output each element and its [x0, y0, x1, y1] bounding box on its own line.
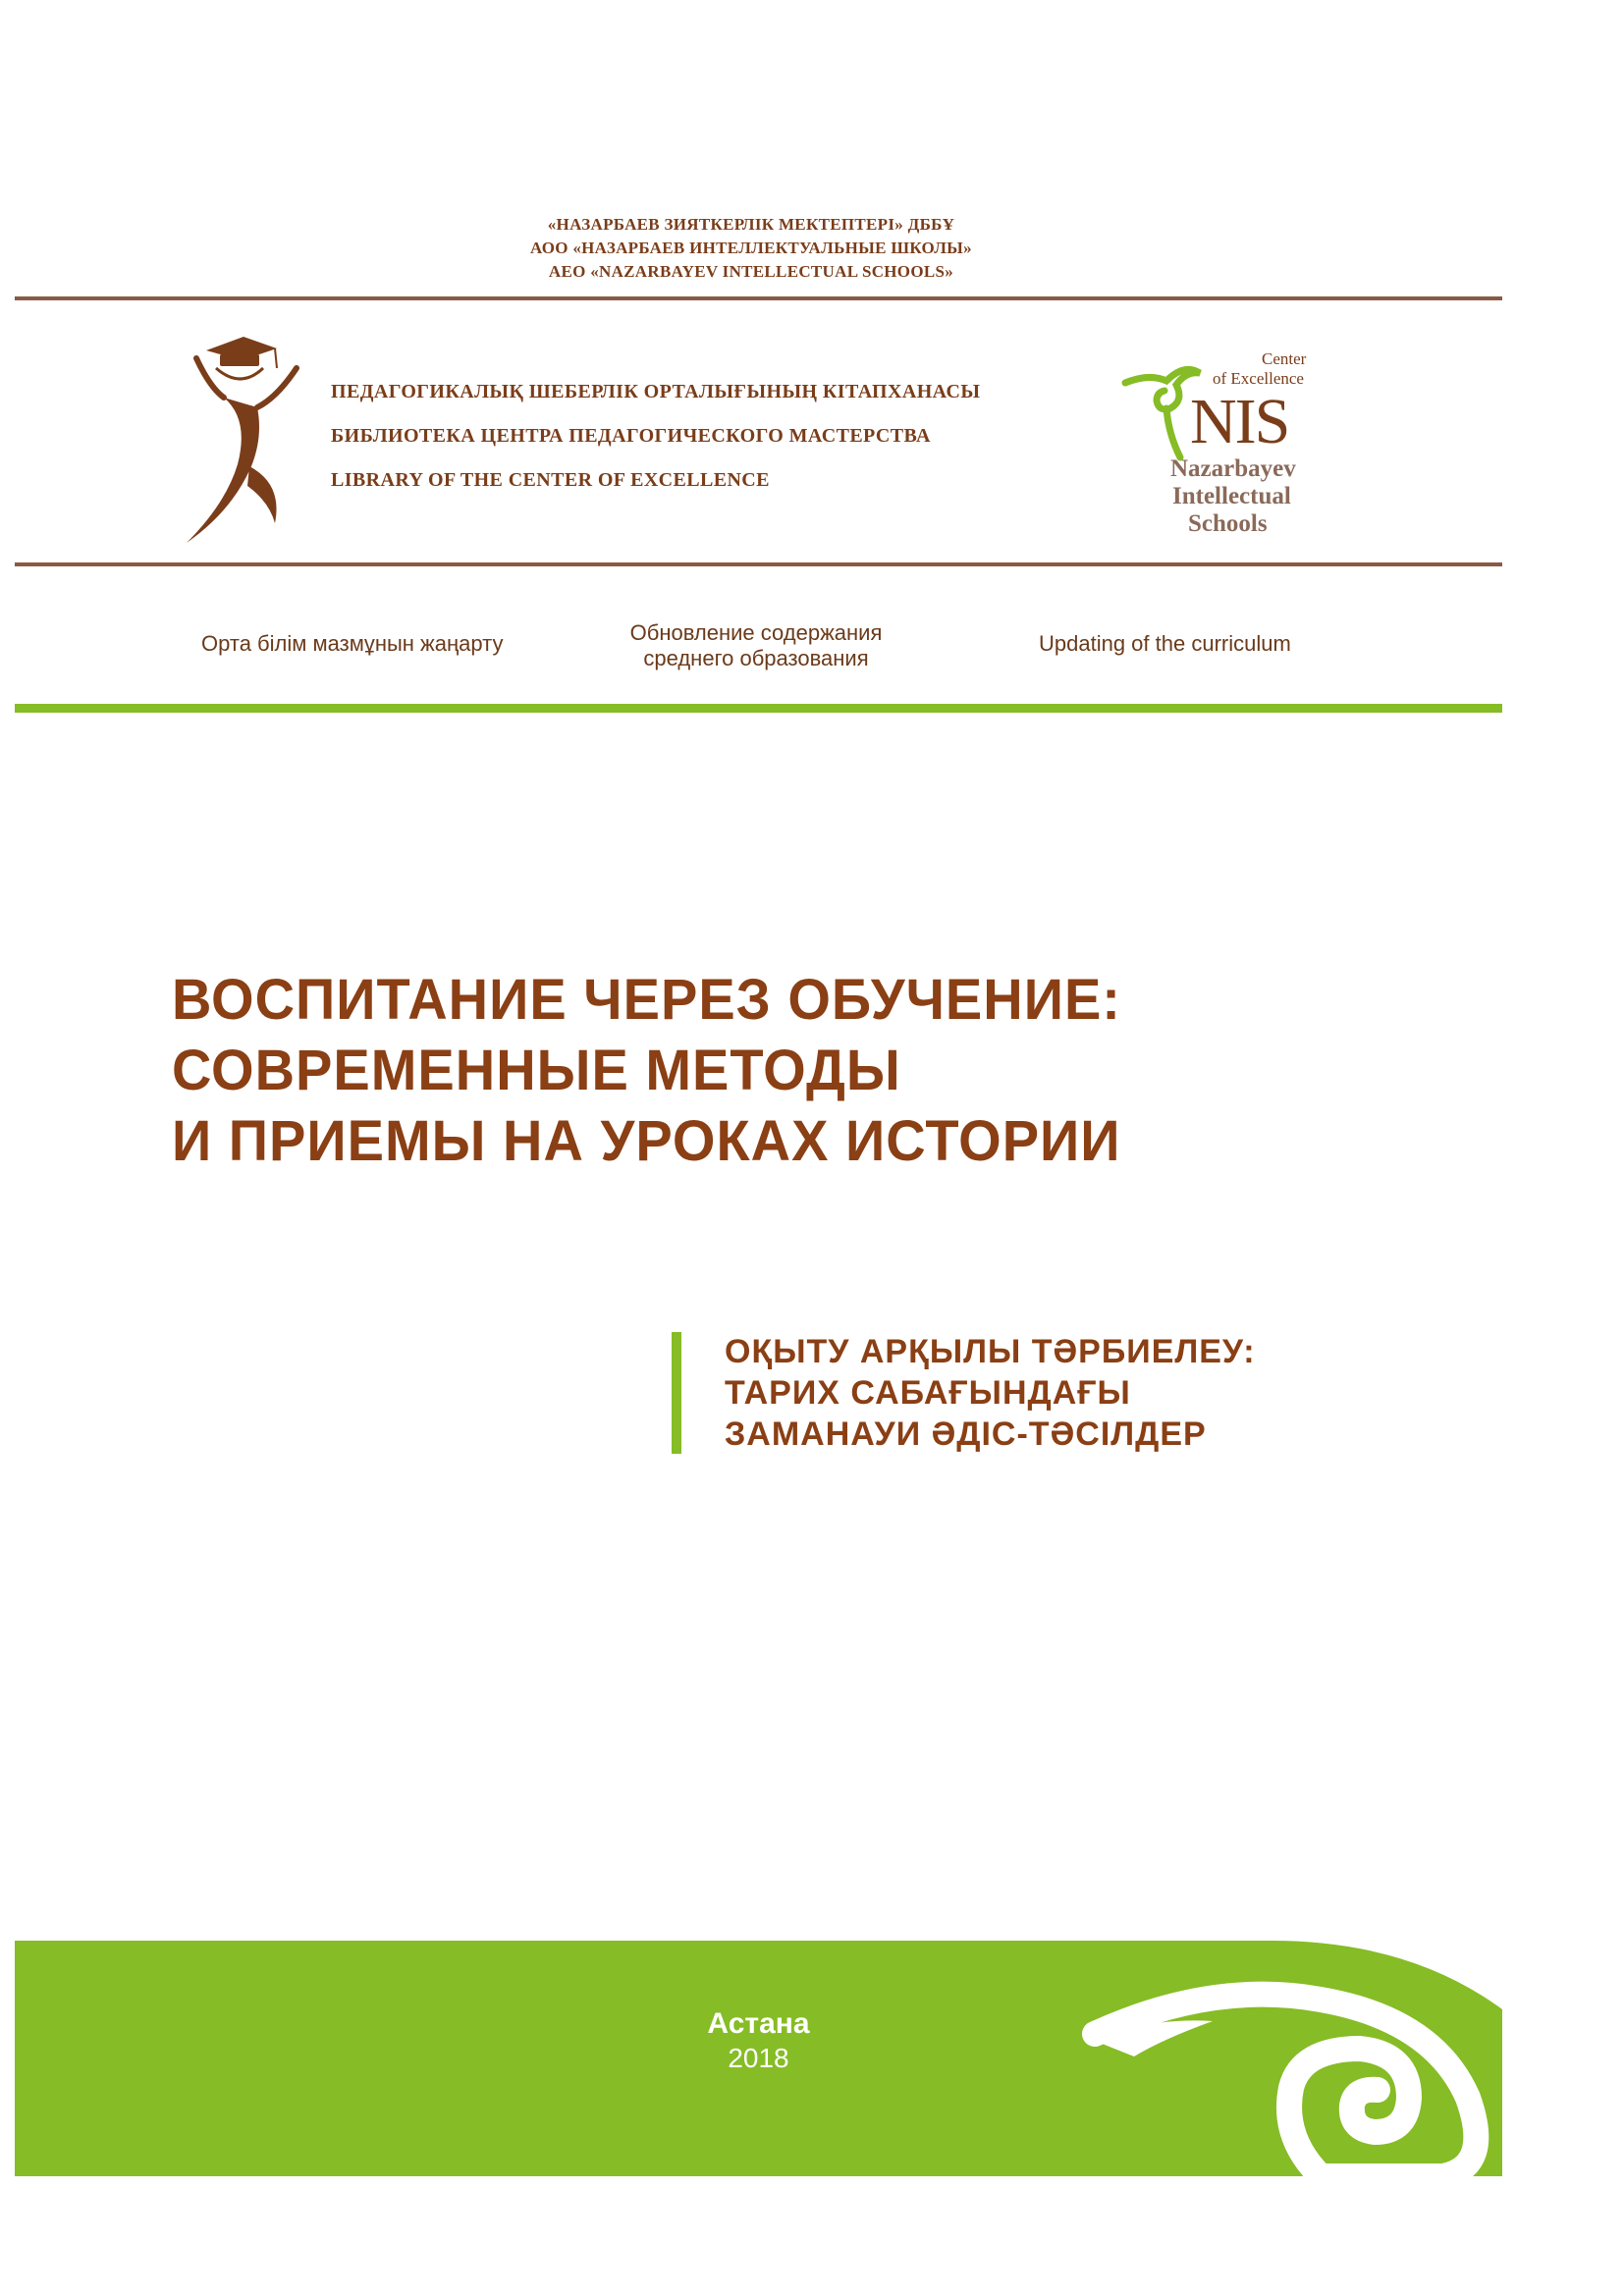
subtitle-line-1: ОҚЫТУ АРҚЫЛЫ ТӘРБИЕЛЕУ:	[725, 1333, 1256, 1370]
footer-year: 2018	[728, 2043, 789, 2073]
subtitle-line-2: ТАРИХ САБАҒЫНДАҒЫ	[725, 1374, 1131, 1412]
header-divider	[15, 296, 1502, 300]
library-divider	[15, 562, 1502, 566]
title-line-2: СОВРЕМЕННЫЕ МЕТОДЫ	[172, 1037, 901, 1102]
nis-logo	[1119, 346, 1316, 542]
footer-city: Астана	[707, 2007, 810, 2040]
nis-acronym: NIS	[1190, 386, 1289, 457]
nis-intellectual-text: Intellectual	[1172, 483, 1291, 509]
update-text-ru-1: Обновление содержания	[629, 620, 883, 645]
footer-band	[15, 1941, 1502, 2176]
center-of-excellence-logo-icon	[167, 329, 304, 550]
library-name-kz: ПЕДАГОГИКАЛЫҚ ШЕБЕРЛІК ОРТАЛЫҒЫНЫҢ КІТАПХАНАСЫ	[331, 381, 981, 402]
green-divider	[15, 704, 1502, 713]
update-text-ru-2: среднего образования	[643, 646, 869, 670]
nis-nazarbayev-text: Nazarbayev	[1170, 455, 1296, 482]
nis-center-text: Center	[1262, 349, 1307, 368]
update-text-en: Updating of the curriculum	[1039, 631, 1291, 656]
nis-excellence-text: of Excellence	[1213, 369, 1304, 388]
title-line-1: ВОСПИТАНИЕ ЧЕРЕЗ ОБУЧЕНИЕ:	[172, 966, 1121, 1032]
subtitle-line-3: ЗАМАНАУИ ӘДІС-ТӘСІЛДЕР	[725, 1415, 1207, 1453]
nis-schools-text: Schools	[1188, 510, 1268, 537]
library-name-en: LIBRARY OF THE CENTER OF EXCELLENCE	[331, 469, 770, 491]
subtitle-accent-bar	[672, 1332, 681, 1454]
title-line-3: И ПРИЕМЫ НА УРОКАХ ИСТОРИИ	[172, 1107, 1121, 1173]
library-name-ru: БИБЛИОТЕКА ЦЕНТРА ПЕДАГОГИЧЕСКОГО МАСТЕРСТВА	[331, 425, 931, 447]
org-name-en: АЕО «NAZARBAYEV INTELLECTUAL SCHOOLS»	[548, 262, 954, 281]
org-name-kz: «НАЗАРБАЕВ ЗИЯТКЕРЛІК МЕКТЕПТЕРІ» ДББҰ	[547, 215, 955, 234]
org-name-ru: АОО «НАЗАРБАЕВ ИНТЕЛЛЕКТУАЛЬНЫЕ ШКОЛЫ»	[530, 239, 972, 257]
update-text-kz: Орта білім мазмұнын жаңарту	[201, 631, 504, 656]
